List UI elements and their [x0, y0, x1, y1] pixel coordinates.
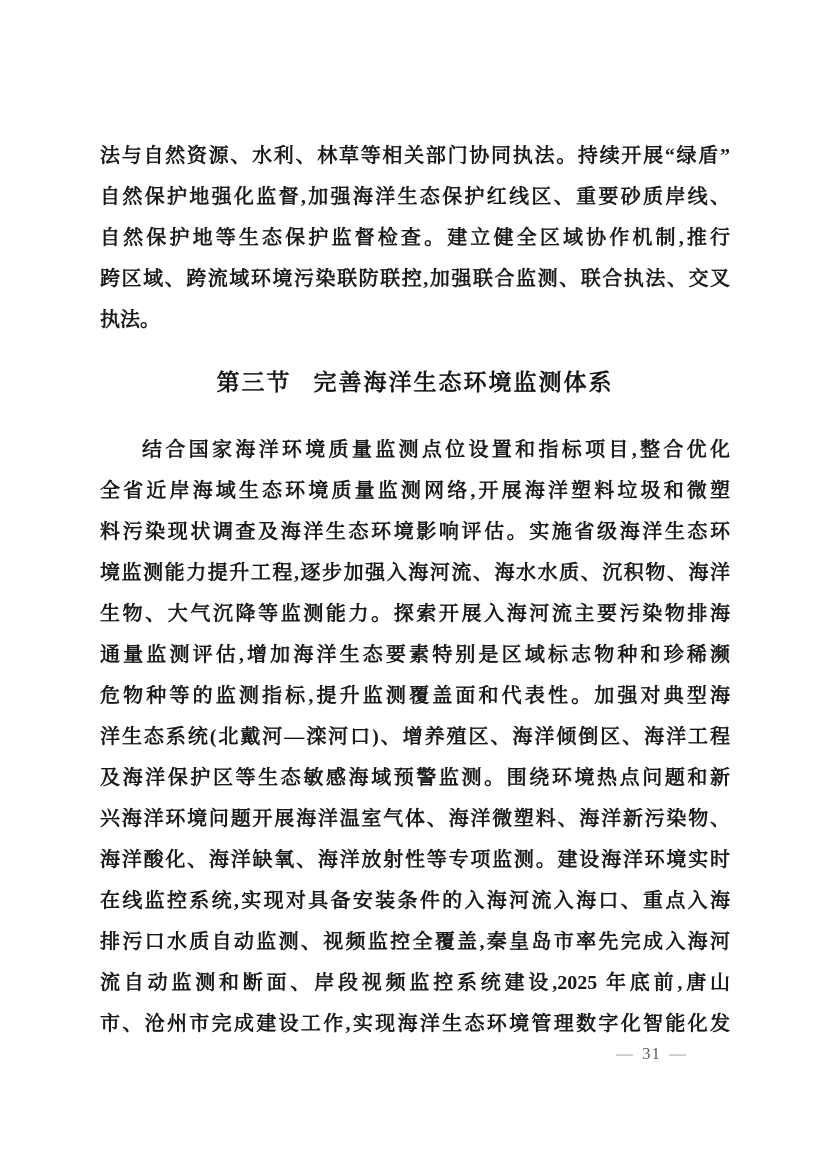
- body-text-line: 执法。: [100, 309, 160, 331]
- body-text-line: 境监测能力提升工程,逐步加强入海河流、海水水质、沉积物、海洋: [100, 562, 730, 584]
- body-text-line: 料污染现状调查及海洋生态环境影响评估。实施省级海洋生态环: [100, 521, 730, 543]
- body-text-line: 兴海洋环境问题开展海洋温室气体、海洋微塑料、海洋新污染物、: [100, 808, 730, 830]
- body-text-line: 排污口水质自动监测、视频监控全覆盖,秦皇岛市率先完成入海河: [100, 931, 730, 953]
- body-text-line: 跨区域、跨流域环境污染联防联控,加强联合监测、联合执法、交叉: [100, 268, 730, 290]
- body-text-line: 在线监控系统,实现对具备安装条件的入海河流入海口、重点入海: [100, 890, 730, 912]
- page-number-left-dash: —: [616, 1044, 634, 1063]
- body-text-line: 市、沧州市完成建设工作,实现海洋生态环境管理数字化智能化发: [100, 1013, 730, 1035]
- body-text-line: 通量监测评估,增加海洋生态要素特别是区域标志物种和珍稀濒: [100, 644, 730, 666]
- body-text-line: 流自动监测和断面、岸段视频监控系统建设,2025 年底前,唐山: [100, 972, 730, 994]
- body-text-line: 法与自然资源、水利、林草等相关部门协同执法。持续开展“绿盾”: [100, 145, 730, 167]
- body-text-line: 自然保护地强化监督,加强海洋生态保护红线区、重要砂质岸线、: [100, 186, 730, 208]
- body-text-line: 危物种等的监测指标,提升监测覆盖面和代表性。加强对典型海: [100, 685, 730, 707]
- section-title: 完善海洋生态环境监测体系: [313, 370, 614, 395]
- document-content: [100, 136, 730, 1045]
- body-text-line: 洋生态系统(北戴河—滦河口)、增养殖区、海洋倾倒区、海洋工程: [100, 726, 730, 748]
- page-number-right-dash: —: [669, 1044, 687, 1063]
- page-number-value: 31: [642, 1044, 661, 1063]
- body-text-line: 及海洋保护区等生态敏感海域预警监测。围绕环境热点问题和新: [100, 767, 730, 789]
- body-text-line: 结合国家海洋环境质量监测点位设置和指标项目,整合优化: [142, 439, 730, 461]
- section-heading: [100, 362, 730, 403]
- section-number: 第三节: [216, 370, 292, 395]
- page-number: [608, 1044, 695, 1064]
- body-text-line: 生物、大气沉降等监测能力。探索开展入海河流主要污染物排海: [100, 603, 730, 625]
- body-text-line: 自然保护地等生态保护监督检查。建立健全区域协作机制,推行: [100, 227, 730, 249]
- body-text-line: 全省近岸海域生态环境质量监测网络,开展海洋塑料垃圾和微塑: [100, 480, 730, 502]
- body-text-line: 海洋酸化、海洋缺氧、海洋放射性等专项监测。建设海洋环境实时: [100, 849, 730, 871]
- paragraph-continuation: [100, 136, 730, 341]
- paragraph-body: [100, 430, 730, 1045]
